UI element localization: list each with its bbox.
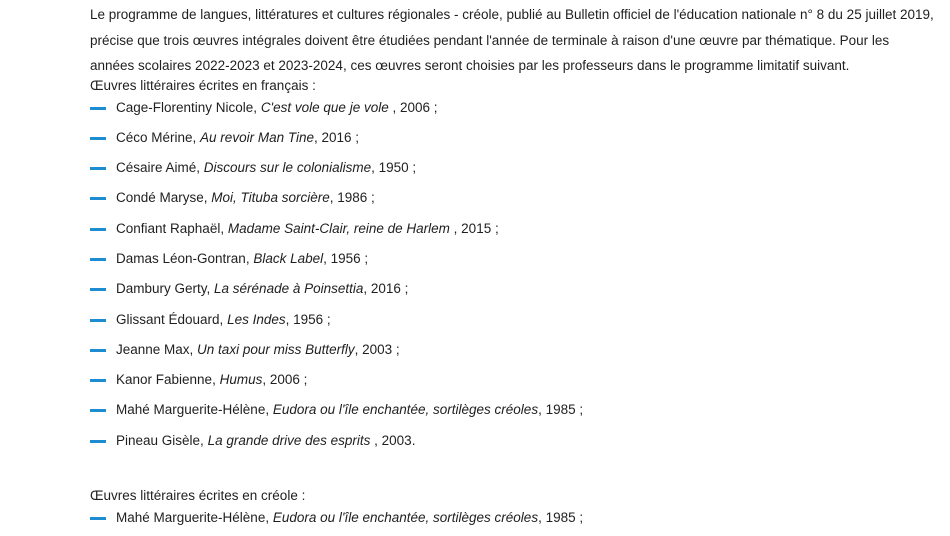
work-title: La sérénade à Poinsettia [214, 281, 364, 297]
dash-bullet-icon [90, 440, 106, 443]
work-author: Céco Mérine, [116, 129, 201, 145]
intro-paragraph: Le programme de langues, littératures et cultures régionales - créole, publié au Bulletin officiel de l'éducation nationale n° 8 du 25 juillet 2019, précise que trois œuvres intégrales doivent être étudiées pendant l'année de terminale à raison d'une œuvre par thématique. Pour les années scolaires 2022-2023 et 2023-2024, ces œuvres seront choisies par les professeurs dans le programme limitatif suivant. [90, 7, 934, 73]
work-year: , 2003 ; [354, 341, 400, 357]
list-item [90, 368, 935, 398]
work-year: , 1950 ; [371, 160, 417, 176]
work-author: Mahé Marguerite-Hélène, [116, 510, 273, 526]
work-year: , 2006 ; [388, 99, 438, 115]
work-title: Au revoir Man Tine [200, 129, 314, 145]
dash-bullet-icon [90, 137, 106, 140]
list-item [90, 217, 935, 247]
work-author: Cage-Florentiny Nicole, [116, 99, 261, 115]
work-author: Damas Léon-Gontran, [116, 250, 254, 266]
work-title: Eudora ou l'île enchantée, sortilèges créoles [272, 510, 539, 526]
work-year: , 2003. [370, 432, 416, 448]
work-author: Confiant Raphaël, [116, 220, 228, 236]
work-year: , 2006 ; [262, 372, 308, 388]
work-year: , 1985 ; [538, 402, 584, 418]
section-heading-creole: Œuvres littéraires écrites en créole : [90, 488, 306, 504]
list-item [90, 277, 935, 307]
work-title: Moi, Tituba sorcière [211, 190, 330, 206]
work-title: Humus [219, 372, 263, 388]
work-year: , 1956 ; [323, 250, 369, 266]
article-content [90, 0, 935, 536]
list-item [90, 156, 935, 186]
dash-bullet-icon [90, 228, 106, 231]
dash-bullet-icon [90, 258, 106, 261]
work-title: C'est vole que je vole [260, 99, 389, 115]
dash-bullet-icon [90, 379, 106, 382]
list-item [90, 247, 935, 277]
work-author: Condé Maryse, [116, 190, 212, 206]
works-list-french [90, 96, 935, 460]
dash-bullet-icon [90, 319, 106, 322]
dash-bullet-icon [90, 349, 106, 352]
work-title: La grande drive des esprits [207, 432, 371, 448]
dash-bullet-icon [90, 517, 106, 520]
list-item [90, 126, 935, 156]
work-year: , 2016 ; [363, 281, 409, 297]
work-year: , 2016 ; [313, 129, 360, 145]
work-title: Madame Saint-Clair, reine de Harlem [227, 220, 450, 236]
list-item [90, 398, 935, 428]
dash-bullet-icon [90, 167, 106, 170]
work-year: , 1986 ; [329, 190, 375, 206]
list-item [90, 308, 935, 338]
work-year: , 1956 ; [285, 311, 331, 327]
work-author: Jeanne Max, [116, 341, 198, 357]
work-author: Pineau Gisèle, [116, 432, 208, 448]
work-author: Glissant Édouard, [116, 311, 228, 327]
work-author: Césaire Aimé, [116, 160, 204, 176]
work-title: Discours sur le colonialisme [203, 160, 372, 176]
work-year: , 1985 ; [538, 510, 584, 526]
work-year: , 2015 ; [449, 220, 499, 236]
list-item [90, 338, 935, 368]
dash-bullet-icon [90, 197, 106, 200]
list-item [90, 186, 935, 216]
dash-bullet-icon [90, 107, 106, 110]
list-item [90, 96, 935, 126]
work-author: Mahé Marguerite-Hélène, [116, 402, 273, 418]
work-title: Black Label [253, 250, 324, 266]
work-title: Un taxi pour miss Butterfly [197, 341, 355, 357]
work-author: Kanor Fabienne, [116, 372, 220, 388]
work-title: Les Indes [227, 311, 286, 327]
work-author: Dambury Gerty, [116, 281, 215, 297]
dash-bullet-icon [90, 409, 106, 412]
work-title: Eudora ou l'île enchantée, sortilèges créoles [272, 402, 539, 418]
list-item [90, 429, 935, 459]
section-heading-french: Œuvres littéraires écrites en français : [90, 77, 316, 93]
dash-bullet-icon [90, 288, 106, 291]
